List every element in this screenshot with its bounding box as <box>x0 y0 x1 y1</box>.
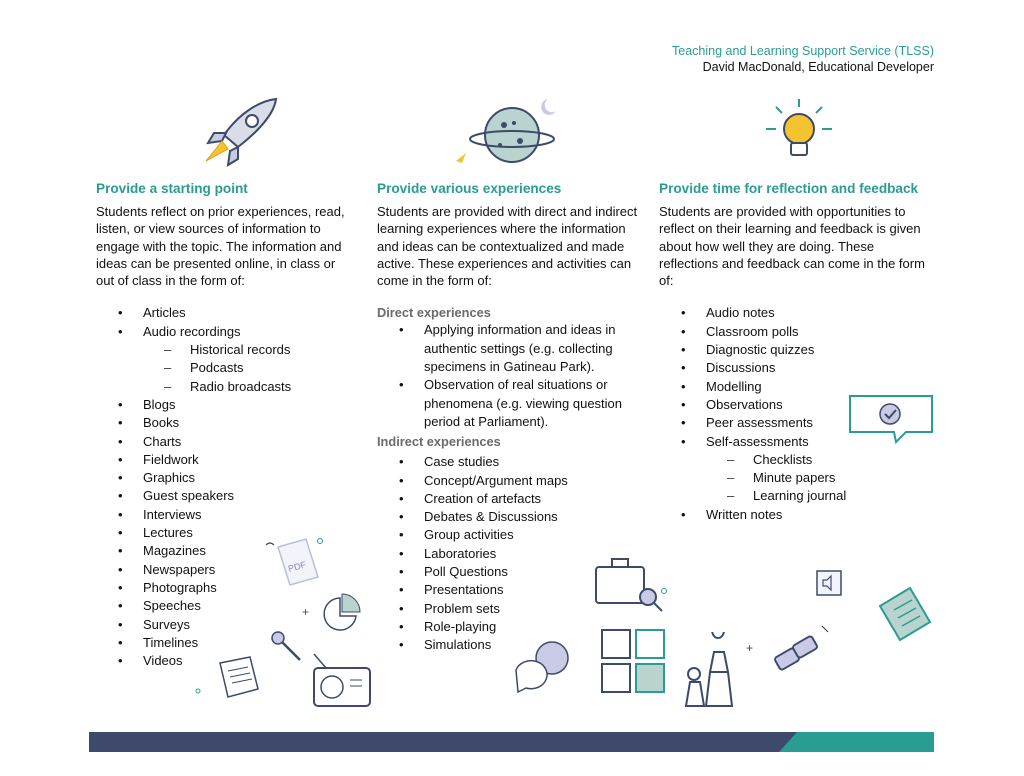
microphone-icon <box>264 628 312 668</box>
list-item: • Self-assessments <box>659 433 931 451</box>
list-item: • Observations <box>659 396 931 414</box>
column-title: Provide time for reflection and feedback <box>659 181 919 196</box>
chess-pieces-icon <box>676 632 756 714</box>
column-intro: Students reflect on prior experiences, read, listen, or view sources of information to engage with the topic. The information and ideas can be presented online, in class or out of class in the form of: <box>96 204 345 289</box>
list-item: • Charts <box>96 433 356 451</box>
radio-icon <box>306 650 376 710</box>
binoculars-icon <box>772 622 836 684</box>
list-item: • Surveys <box>96 616 356 634</box>
list-item: • Problem sets <box>377 600 642 618</box>
paper-note-icon <box>190 655 270 705</box>
list-item: • Role-playing <box>377 618 642 636</box>
sub-list-item: – Historical records <box>96 341 356 359</box>
list-item: • Modelling <box>659 378 931 396</box>
sub-list-item: – Checklists <box>659 451 931 469</box>
list-item: • Blogs <box>96 396 356 414</box>
sub-list-item: – Minute papers <box>659 469 931 487</box>
list-item: • Debates & Discussions <box>377 508 642 526</box>
list-item: • Simulations <box>377 636 642 654</box>
column-intro: Students are provided with opportunities to reflect on their learning and feedback is given about how well they are doing. These reflections and feedback can come in the form of: <box>659 204 925 289</box>
sub-list-item: – Radio broadcasts <box>96 378 356 396</box>
list-item: • Lectures <box>96 524 356 542</box>
list-item: • Poll Questions <box>377 563 642 581</box>
briefcase-search-icon <box>582 553 672 613</box>
author-name: David MacDonald, Educational Developer <box>702 60 934 74</box>
svg-text:+: + <box>302 605 310 619</box>
sub-list-item: – Learning journal <box>659 487 931 505</box>
list-item: • Creation of artefacts <box>377 490 642 508</box>
list-item: • Written notes <box>659 506 931 524</box>
organization-name: Teaching and Learning Support Service (TLSS) <box>672 44 934 58</box>
list-item: • Speeches <box>96 597 356 615</box>
list-item: • Newspapers <box>96 561 356 579</box>
chat-bubbles-icon <box>512 640 580 696</box>
column-title: Provide various experiences <box>377 181 562 196</box>
audio-file-icon <box>814 568 844 598</box>
column-reflection-feedback <box>659 180 931 524</box>
list-item: • Case studies <box>377 453 642 471</box>
list-item: • Magazines <box>96 542 356 560</box>
list-item: • Observation of real situations or phenomena (e.g. viewing question period at Parliament). <box>377 376 642 431</box>
list-item: • Presentations <box>377 581 642 599</box>
lightbulb-icon <box>762 95 836 167</box>
list-item: • Audio recordings <box>96 323 356 341</box>
list-item: • Group activities <box>377 526 642 544</box>
planet-icon <box>452 95 562 173</box>
pdf-document-icon <box>262 535 328 595</box>
svg-text:+: + <box>746 641 754 655</box>
list-item: • Graphics <box>96 469 356 487</box>
list-item: • Audio notes <box>659 304 931 322</box>
list-item: • Videos <box>96 652 356 670</box>
direct-experiences-heading: Direct experiences <box>377 305 491 321</box>
column-title: Provide a starting point <box>96 181 248 196</box>
puzzle-icon <box>600 626 670 696</box>
page-header <box>672 43 934 75</box>
list-item: • Laboratories <box>377 545 642 563</box>
list-item: • Interviews <box>96 506 356 524</box>
list-item: • Concept/Argument maps <box>377 472 642 490</box>
list-item: • Diagnostic quizzes <box>659 341 931 359</box>
list-item: • Fieldwork <box>96 451 356 469</box>
list-item: • Discussions <box>659 359 931 377</box>
list-item: • Articles <box>96 304 356 322</box>
clipboard-icon <box>874 586 936 646</box>
list-item: • Classroom polls <box>659 323 931 341</box>
sub-list-item: – Podcasts <box>96 359 356 377</box>
rocket-icon <box>198 95 284 167</box>
list-item: • Photographs <box>96 579 356 597</box>
direct-list <box>377 321 642 431</box>
column-intro: Students are provided with direct and indirect learning experiences where the information and ideas can be contextualized and made active. These experiences and activities can come in the form of: <box>377 204 638 289</box>
list-item: • Applying information and ideas in authentic settings (e.g. collecting specimens in Gatineau Park). <box>377 321 642 376</box>
pdf-label: PDF <box>287 559 308 574</box>
list-item: • Guest speakers <box>96 487 356 505</box>
speech-bubble-checkmark-icon <box>846 392 936 444</box>
list-item: • Peer assessments <box>659 414 931 432</box>
footer-bar <box>89 732 934 752</box>
indirect-experiences-heading: Indirect experiences <box>377 434 501 450</box>
list-item: • Timelines <box>96 634 356 652</box>
list-item: • Books <box>96 414 356 432</box>
